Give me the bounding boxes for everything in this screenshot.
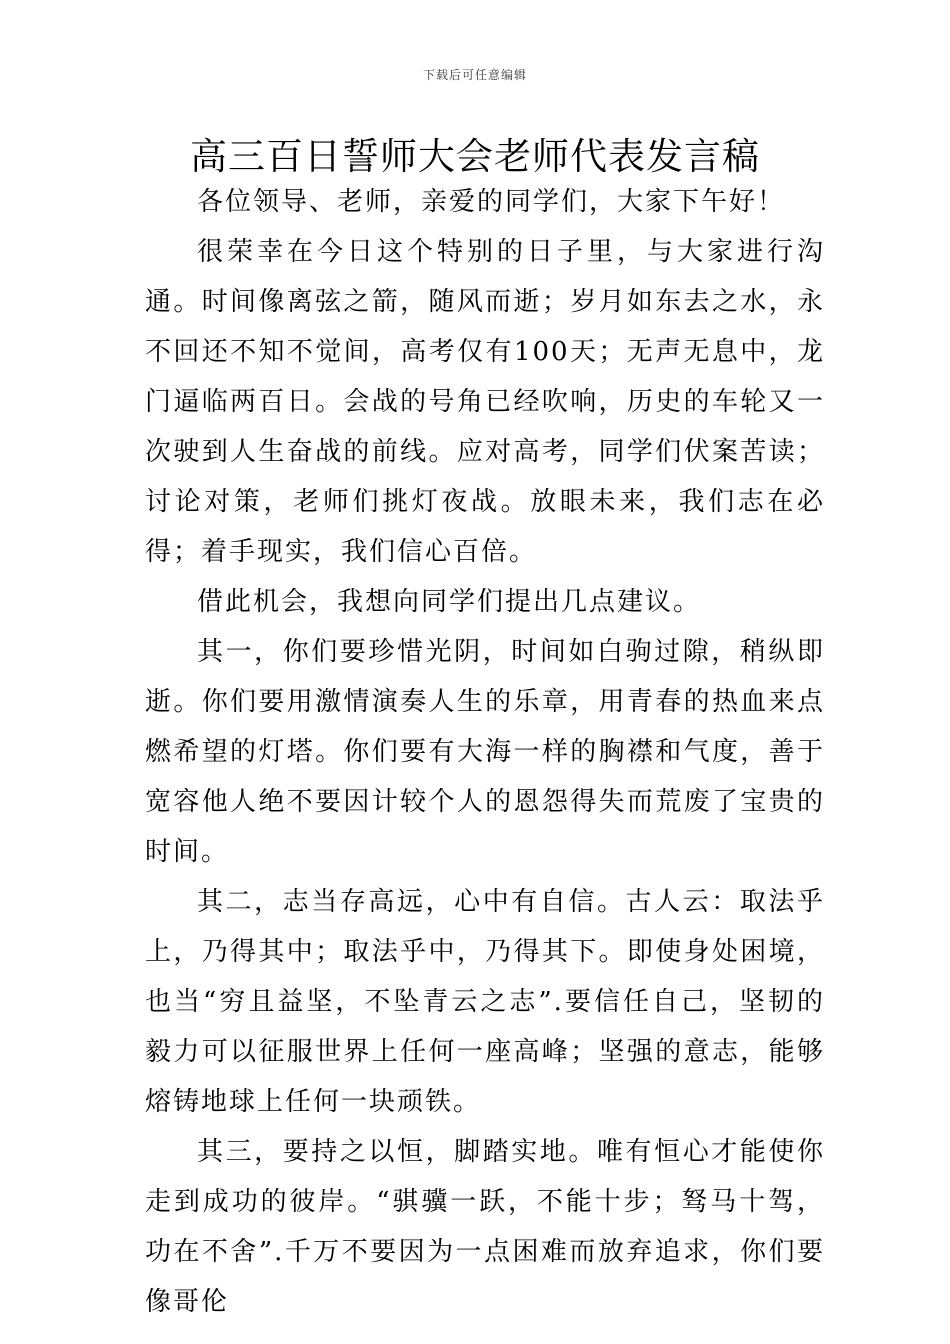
intro-paragraph: 很荣幸在今日这个特别的日子里，与大家进行沟通。时间像离弦之箭，随风而逝；岁月如东去之水，永不回还不知不觉间，高考仅有100天；无声无息中，龙门逼临两百日。会战的号角已经吹响，历史的车轮又一次驶到人生奋战的前线。应对高考，同学们伏案苦读；讨论对策，老师们挑灯夜战。放眼未来，我们志在必得；着手现实，我们信心百倍。 xyxy=(145,237,825,567)
suggestion-two-paragraph: 其二，志当存高远，心中有自信。古人云：取法乎上，乃得其中；取法乎中，乃得其下。即使身处困境，也当“穷且益坚，不坠青云之志”.要信任自己，坚韧的毅力可以征服世界上任何一座高峰；坚强的意志，能够熔铸地球上任何一块顽铁。 xyxy=(145,887,825,1117)
suggestion-intro-paragraph: 借此机会，我想向同学们提出几点建议。 xyxy=(197,587,702,617)
suggestion-three-paragraph: 其三，要持之以恒，脚踏实地。唯有恒心才能使你走到成功的彼岸。“骐骥一跃，不能十步；驽马十驾，功在不舍”.千万不要因为一点困难而放弃追求，你们要像哥伦 xyxy=(145,1137,825,1317)
document-title: 高三百日誓师大会老师代表发言稿 xyxy=(190,135,760,178)
greeting-paragraph: 各位领导、老师，亲爱的同学们，大家下午好！ xyxy=(197,187,786,217)
suggestion-one-paragraph: 其一，你们要珍惜光阴，时间如白驹过隙，稍纵即逝。你们要用激情演奏人生的乐章，用青春的热血来点燃希望的灯塔。你们要有大海一样的胸襟和气度，善于宽容他人绝不要因计较个人的恩怨得失而荒废了宝贵的时间。 xyxy=(145,637,825,867)
header-note: 下载后可任意编辑 xyxy=(422,68,527,82)
document-body xyxy=(145,177,825,1327)
